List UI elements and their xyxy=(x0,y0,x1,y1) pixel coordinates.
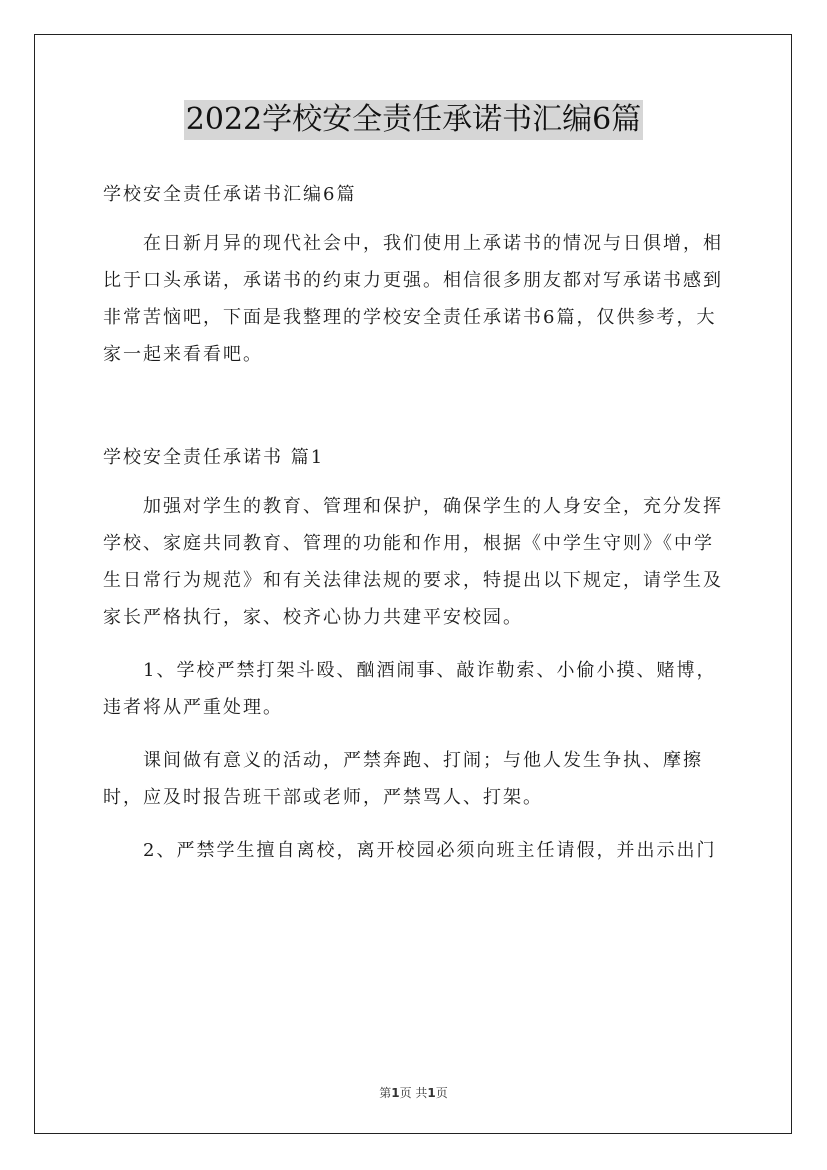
title-wrap xyxy=(0,100,827,140)
intro-paragraph: 在日新月异的现代社会中，我们使用上承诺书的情况与日俱增，相比于口头承诺，承诺书的约束力更强。相信很多朋友都对写承诺书感到非常苦恼吧，下面是我整理的学校安全责任承诺书6篇，仅供参考，大家一起来看看吧。 xyxy=(103,233,723,365)
section-heading: 学校安全责任承诺书 篇1 xyxy=(103,447,325,468)
footer-mid: 页 共 xyxy=(399,1086,428,1100)
rule-paragraph-1: 1、学校严禁打架斗殴、酗酒闹事、敲诈勒索、小偷小摸、赌博，违者将从严重处理。 xyxy=(103,660,717,718)
rule-paragraph-2: 2、严禁学生擅自离校，离开校园必须向班主任请假，并出示出门 xyxy=(143,840,717,861)
footer-total-pages: 1 xyxy=(427,1086,436,1100)
footer-prefix: 第 xyxy=(379,1086,392,1100)
subtitle: 学校安全责任承诺书汇编6篇 xyxy=(103,184,357,205)
footer-page-number: 1 xyxy=(391,1086,400,1100)
document-title: 2022学校安全责任承诺书汇编6篇 xyxy=(184,100,643,140)
document-body xyxy=(103,176,727,869)
body-paragraph: 加强对学生的教育、管理和保护，确保学生的人身安全，充分发挥学校、家庭共同教育、管理的功能和作用，根据《中学生守则》《中学生日常行为规范》和有关法律法规的要求，特提出以下规定，请学生及家长严格执行，家、校齐心协力共建平安校园。 xyxy=(103,496,723,628)
page-footer xyxy=(0,1084,827,1101)
body-paragraph-activities: 课间做有意义的活动，严禁奔跑、打闹；与他人发生争执、摩擦时，应及时报告班干部或老师，严禁骂人、打架。 xyxy=(103,750,703,808)
footer-suffix: 页 xyxy=(435,1086,448,1100)
